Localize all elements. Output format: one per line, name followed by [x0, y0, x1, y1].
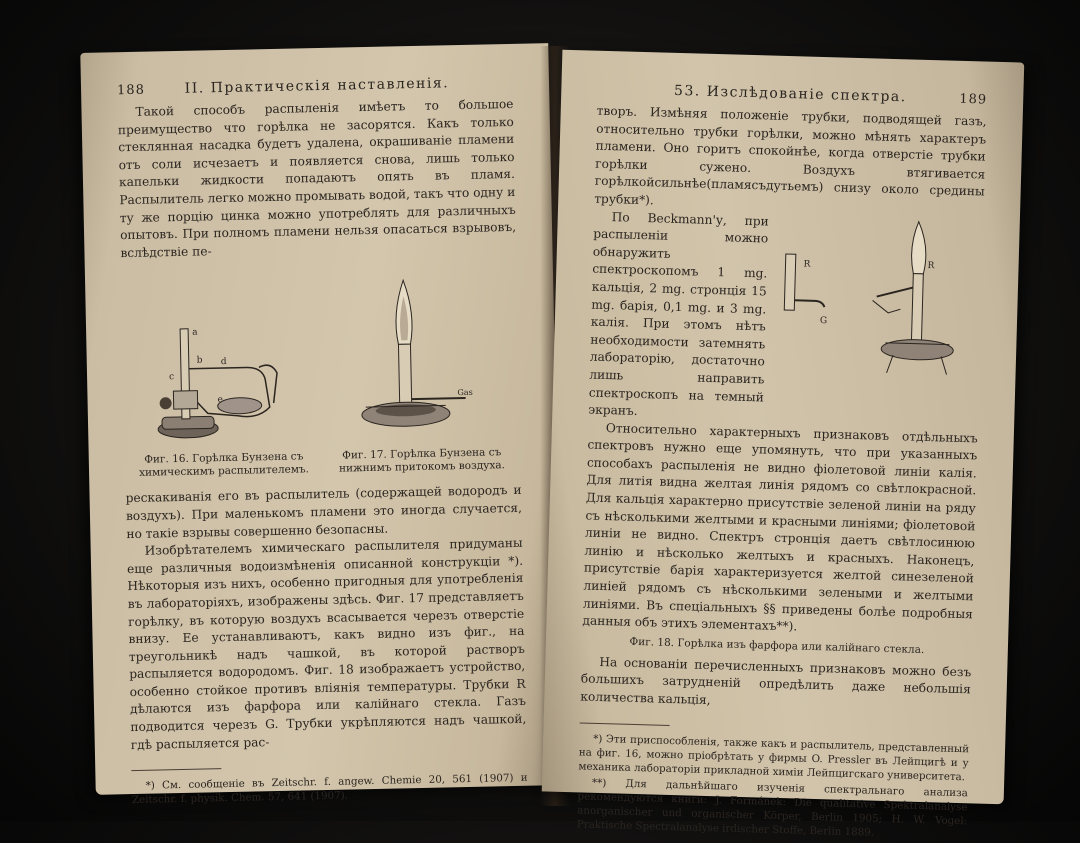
left-figures: [121, 272, 521, 480]
svg-text:e: e: [217, 395, 224, 406]
left-page-text: [81, 89, 564, 808]
left-page: [80, 43, 563, 807]
figure-17-caption: Фиг. 17. Горѣлка Бунзена съ нижнимъ притокомъ воздуха.: [338, 446, 506, 475]
fig18-label-g: G: [819, 315, 828, 326]
left-paragraph-top: Такой способъ распыленія имѣетъ то большое преимущество что горѣлка не засорятся. Какъ только стеклянная насадка будетъ удалена, окрашиваніе пламени отъ соли исчезаетъ и появляется снова, лишь только капельки жидкости попадаютъ опять въ пламя. Распылитель легко можно промывать водой, такъ что одну и ту же порцію цинка можно употреблять для различныхъ опытовъ. При полномъ пламени нельзя опасаться взрывовъ, вслѣдствіе пе-: [117, 96, 517, 260]
left-footnote-rule: [131, 768, 221, 771]
svg-text:d: d: [220, 357, 227, 368]
porcelain-burner-illustration: [774, 213, 983, 379]
figure-16: [135, 297, 309, 481]
left-paragraph-continuation: рескакиванія его въ распылитель (содержащей водородъ и воздухъ). При маленькомъ пламени это иногда случается, но такіе взрывы совершенно безопасны.: [125, 483, 523, 541]
right-paragraph-final: На основаніи перечисленныхъ признаковъ можно безъ большихъ затрудненій опредѣлить даже небольшія количества кальція,: [580, 654, 972, 708]
left-page-number: 188: [116, 82, 146, 99]
right-wrap-text: [588, 208, 769, 424]
bunsen-burner-atomizer-illustration: [145, 297, 298, 450]
svg-text:Gas: Gas: [457, 388, 473, 398]
figure-17: [333, 273, 507, 477]
left-running-head: II. Практическія наставленія.: [184, 75, 450, 97]
right-paragraph-top: творъ. Измѣняя положеніе трубки, подводящей газъ, относительно трубки горѣлки, можно мѣнять характеръ пламени. Оно горитъ спокойнѣе, когда отверстіе трубки горѣлки сужено. Воздухъ втягивается горѣлкойсильнѣе(пламясъдутьемъ) снизу около средины трубки*).: [594, 103, 987, 208]
right-paragraph-beckmann: По Beckmann'у, при распыленіи можно обнаружить спектроскопомъ 1 mg. кальція, 2 mg. стронція 15 mg. барія, 0,1 mg. и 3 mg. калія. При этомъ нѣтъ необходимости затемнять лабораторію, достаточно лишь направить спектроскопъ на темный экранъ.: [588, 209, 769, 419]
svg-text:b: b: [196, 355, 203, 366]
svg-text:c: c: [168, 372, 175, 383]
right-footnote-2: **) Для дальнѣйшаго изученія спектральнаго анализа рекомендуются книги: J. Formánek: Die qualitative Spektralanalyse anorganischer und organischer Körper, Berlin 1905; H. W. Vogel: Praktische Spectralanalyse irdischer Stoffe, Berlin 1889.: [576, 776, 969, 839]
fig18-label-r-left: R: [803, 259, 811, 270]
left-footnote: [132, 771, 528, 807]
svg-text:a: a: [192, 327, 198, 339]
right-footnote-1: *) Эти приспособленія, также какъ и распылитель, представленный на фиг. 16, можно пріобрѣтать у фирмы O. Pressler въ Лейпцигѣ и у механика лабораторіи прикладной химіи Лейпцигскаго университета.: [578, 732, 970, 783]
figure-18-caption: Фиг. 18. Горѣлка изъ фарфора или калійнаго стекла.: [629, 635, 925, 656]
figure-16-caption: Фиг. 16. Горѣлка Бунзена съ химическимъ распылителемъ.: [139, 450, 310, 480]
right-footnote-rule: [580, 722, 670, 726]
right-section-head: 53. Изслѣдованіе спектра.: [673, 82, 907, 106]
right-page-number: 189: [959, 91, 988, 108]
bunsen-burner-lower-inlet-illustration: [343, 273, 497, 446]
left-footnote-text: *) См. сообщеніе въ Zeitschr. f. angew. Chemie 20, 561 (1907) и Zeitschr. f. physik. Chem. 57, 641 (1907).: [131, 772, 528, 807]
figure-18: [773, 213, 984, 430]
right-wrap-area: [588, 208, 984, 430]
left-paragraph-main: Изобрѣтателемъ химическаго распылителя придуманы еще различныя водоизмѣненія описанной конструкціи *). Нѣкоторыя изъ нихъ, особенно пригодныя для употребленія въ лабораторіяхъ, изображены здѣсь. Фиг. 17 представляетъ горѣлку, въ которую воздухъ всасывается черезъ отверстіе внизу. Ее устанавливаютъ, какъ видно изъ фиг., на треугольникѣ надъ чашкой, въ которой растворъ распыляется водородомъ. Фиг. 18 изображаетъ устройство, особенно стойкое противъ вліянія температуры. Трубки R дѣлаются изъ фарфора или калійнаго стекла. Газъ подводится черезъ G. Трубки укрѣпляются надъ чашкой, гдѣ распыляется рас-: [126, 535, 527, 752]
right-paragraph-relative: Относительно характерныхъ признаковъ отдѣльныхъ спектровъ нужно еще упомянуть, что при указанныхъ способахъ распыленія не видно фіолетовой линіи калія. Для литія видна желтая линія рядомъ со свѣтлокрасной. Для кальція характерно присутствіе зеленой линіи на ряду съ нѣсколькими желтыми и красными линіями; фіолетовой линіи не видно. Спектръ стронція даетъ свѣтлосинюю линію и нѣсколько желтыхъ и красныхъ. Наконецъ, присутствіе барія характеризуется желтой синезеленой линіей рядомъ съ нѣсколькими зелеными и желтыми линіями. Въ спеціальныхъ §§ приведены болѣе подробныя данныя объ этихъ элементахъ**).: [582, 420, 978, 634]
right-footnotes: [577, 731, 970, 842]
right-page-text: [541, 96, 1023, 843]
svg-text:R: R: [927, 260, 935, 271]
right-page: [542, 50, 1025, 839]
